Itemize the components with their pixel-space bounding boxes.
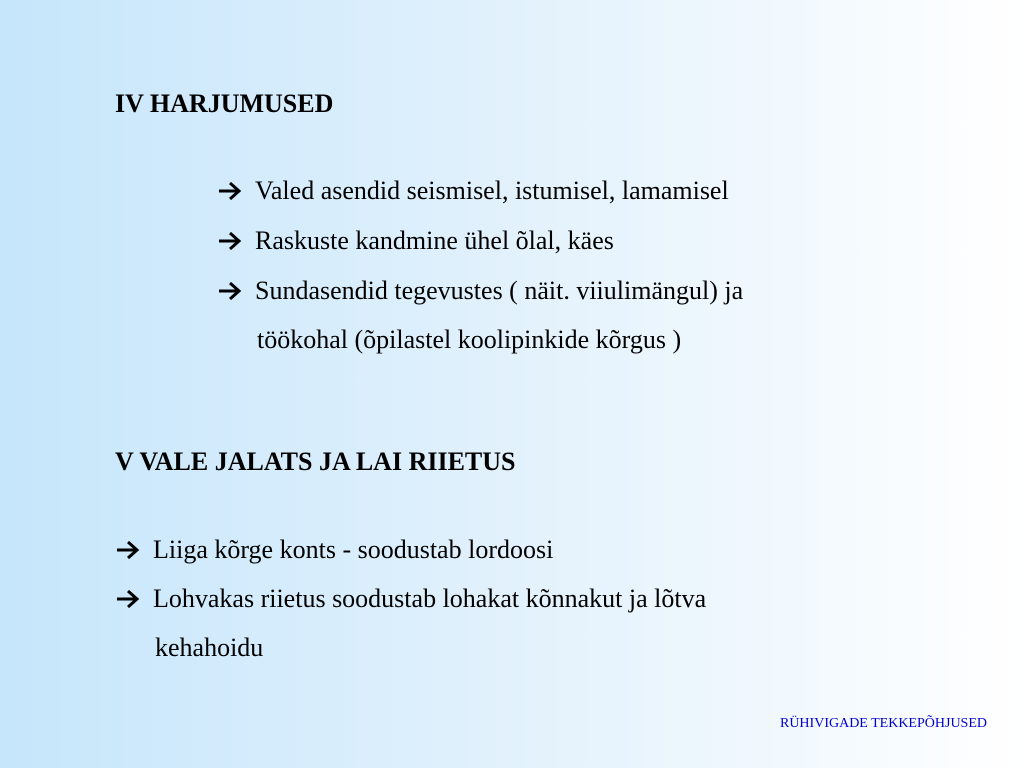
section-v-heading: V VALE JALATS JA LAI RIIETUS xyxy=(115,447,516,476)
slide-footer: RÜHIVIGADE TEKKEPÕHJUSED xyxy=(779,716,987,731)
arrow-right-icon xyxy=(217,276,255,306)
section-iv-item-3-text: Sundasendid tegevustes ( näit. viiulimängul) ja xyxy=(255,276,744,305)
arrow-right-icon xyxy=(217,226,255,256)
arrow-right-icon xyxy=(217,176,255,206)
section-v-item-2-continuation: kehahoidu xyxy=(155,633,264,662)
section-iv-item-3-continuation: töökohal (õpilastel koolipinkide kõrgus ) xyxy=(257,325,682,354)
section-v-item-2 xyxy=(115,584,706,614)
section-iv-item-1 xyxy=(217,176,729,206)
arrow-right-icon xyxy=(115,584,153,614)
section-v-item-1-text: Liiga kõrge konts - soodustab lordoosi xyxy=(153,535,554,564)
section-iv-item-3 xyxy=(217,276,743,306)
section-iv-item-2 xyxy=(217,226,614,256)
section-v-item-2-text: Lohvakas riietus soodustab lohakat kõnnakut ja lõtva xyxy=(153,584,707,613)
section-iv-heading: IV HARJUMUSED xyxy=(115,89,334,118)
section-iv-item-2-text: Raskuste kandmine ühel õlal, käes xyxy=(255,226,614,255)
section-iv-item-1-text: Valed asendid seismisel, istumisel, lamamisel xyxy=(255,176,729,205)
section-v-item-1 xyxy=(115,535,553,565)
arrow-right-icon xyxy=(115,535,153,565)
